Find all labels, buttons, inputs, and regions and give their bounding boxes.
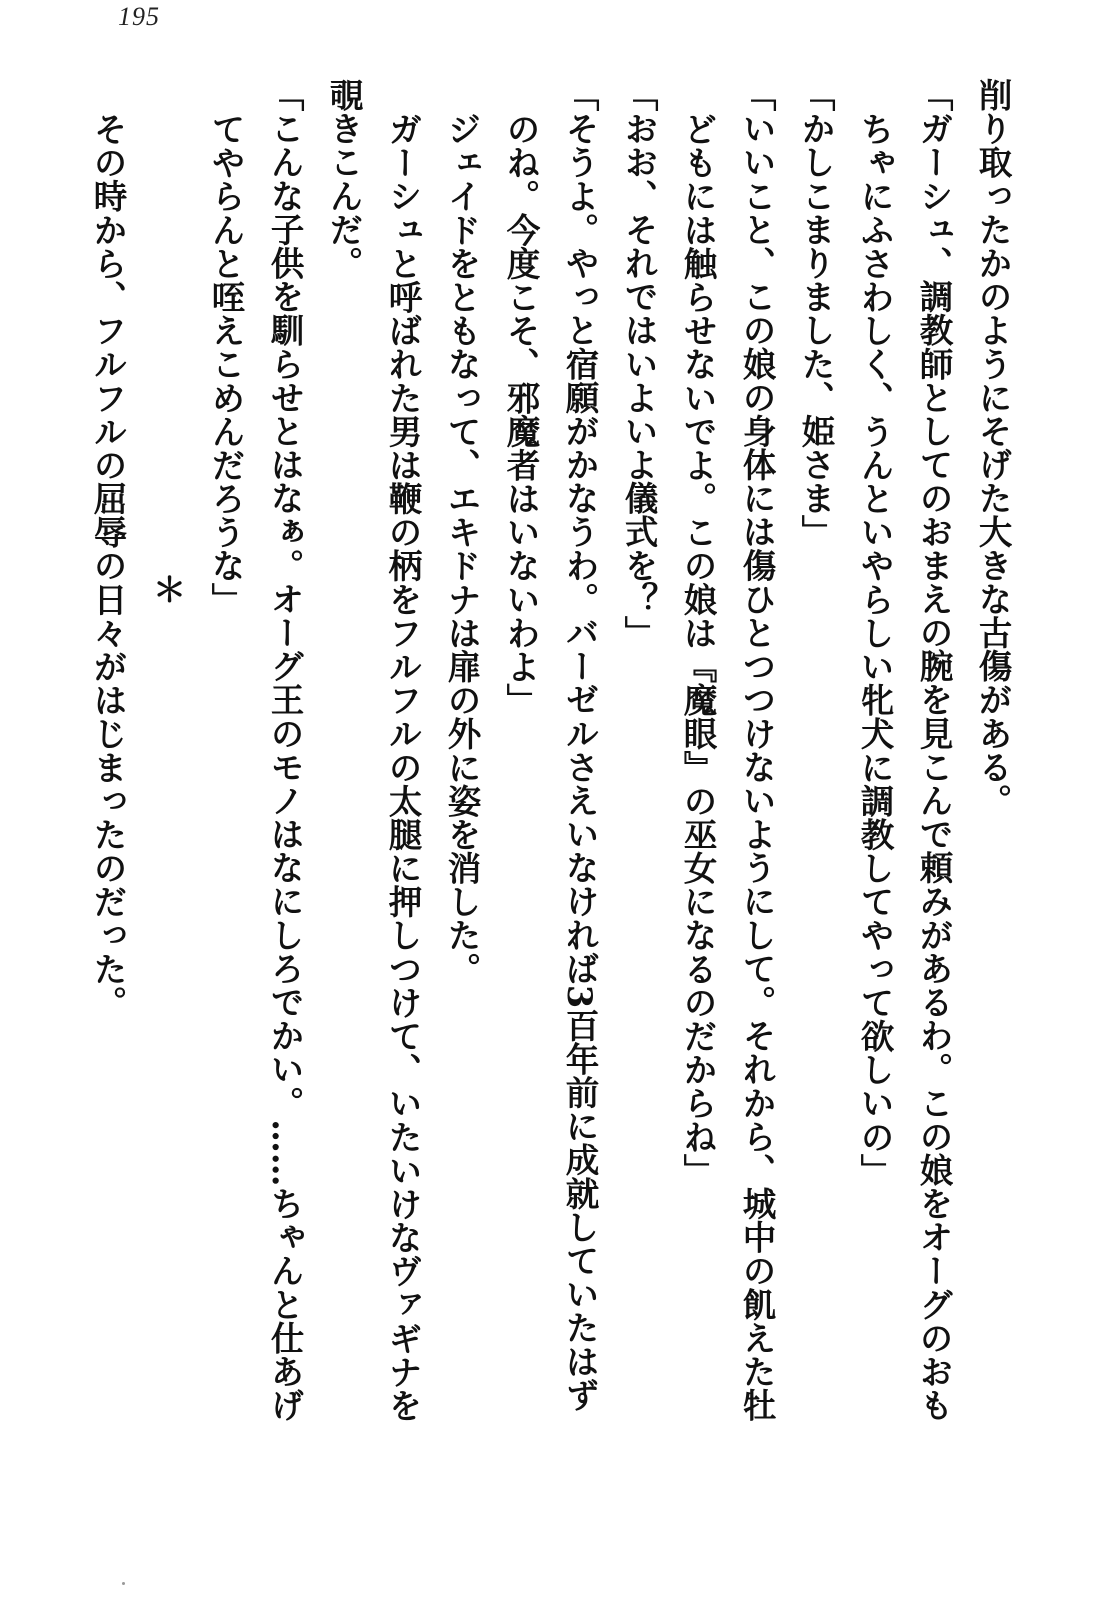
text-line: ちゃにふさわしく、うんといやらしい牝犬に調教してやって欲しいの」 [855,112,895,1187]
narration-line: ジェイドをともなって、エキドナは扉の外に姿を消した。 [442,112,482,986]
text-line: 削り取ったかのようにそげた大きな古傷がある。 [973,78,1013,817]
text-line: てやらんと咥えこめんだろうな」 [206,112,246,616]
scan-smudge [122,1582,125,1585]
text-line: のね。今度こそ、邪魔者はいないわよ」 [501,112,541,717]
text-line: 覗きこんだ。 [324,78,364,280]
dialogue-line: 「こんな子供を馴らせとはなぁ。オーグ王のモノはなにしろでかい。……ちゃんと仕あげ [265,78,305,1422]
body-text [78,78,1022,1578]
text-line: どもには触らせないでよ。この娘は『魔眼』の巫女になるのだからね」 [678,112,718,1187]
dialogue-line: 「ガーシュ、調教師としてのおまえの腕を見こんで頼みがあるわ。この娘をオーグのおも [914,78,954,1422]
dialogue-line: 「かしこまりました、姫さま」 [796,78,836,549]
dialogue-line: 「そうよ。やっと宿願がかなうわ。バーゼルさえいなければ3百年前に成就していたはず [560,78,600,1412]
narration-line: その時から、フルフルの屈辱の日々がはじまったのだった。 [88,112,128,1019]
narration-line: ガーシュと呼ばれた男は鞭の柄をフルフルの太腿に押しつけて、いたいけなヴァギナを [383,112,423,1423]
dialogue-line: 「おお、それではいよいよ儀式を？」 [619,78,659,650]
scene-break-asterisk: ＊ [147,572,187,606]
page-number: 195 [118,2,160,31]
dialogue-line: 「いいこと、この娘の身体には傷ひとつつけないようにして。それから、城中の飢えた牡 [737,78,777,1422]
